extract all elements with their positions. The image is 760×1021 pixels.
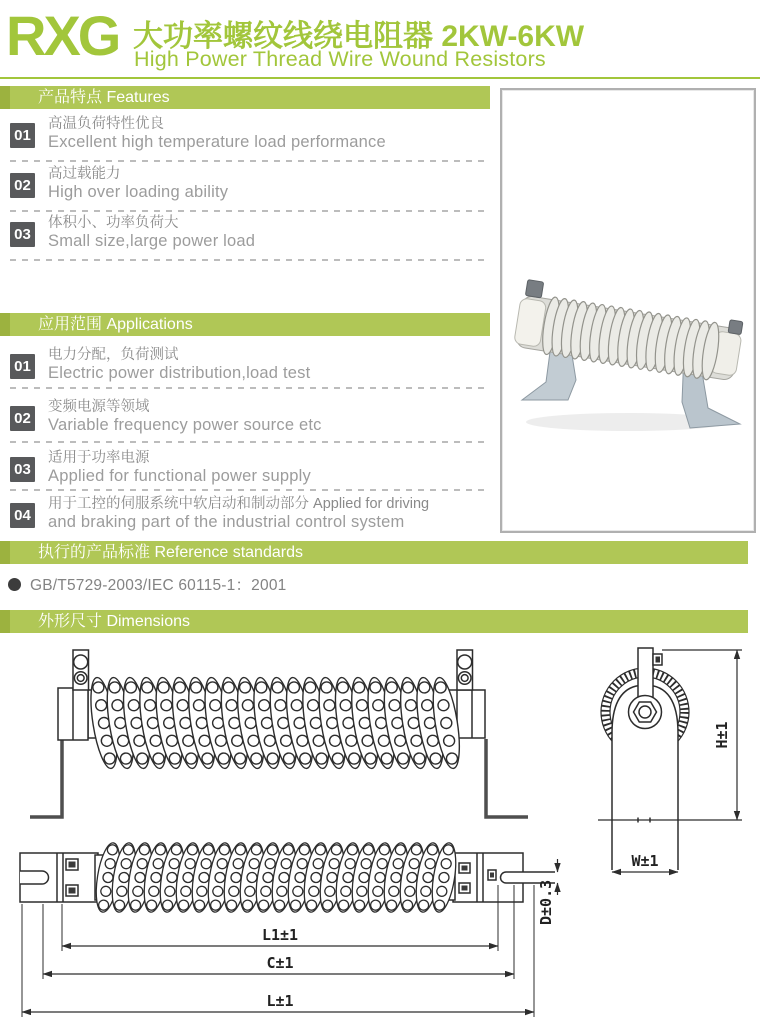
item-number-badge: 02: [10, 406, 35, 431]
feature-text-zh: 体积小、功率负荷大: [48, 215, 179, 231]
section-banner-features: [0, 86, 490, 109]
item-number-badge: 03: [10, 222, 35, 247]
banner-accent-edge: [0, 541, 10, 564]
item-number-badge: 01: [10, 354, 35, 379]
banner-accent-edge: [0, 313, 10, 336]
application-item: [10, 496, 488, 532]
section-title-features: 产品特点 Features: [38, 89, 170, 106]
brand-logo: RXG: [6, 4, 119, 67]
item-number-badge: 04: [10, 503, 35, 528]
page-title-en: High Power Thread Wire Wound Resistors: [134, 47, 546, 71]
section-banner-applications: [0, 313, 490, 336]
application-text-line1: 用于工控的伺服系统中软启动和制动部分 Applied for driving: [48, 496, 430, 512]
item-number-badge: 03: [10, 457, 35, 482]
item-number-badge: 02: [10, 173, 35, 198]
feature-text-en: Excellent high temperature load performance: [48, 133, 386, 151]
dashed-divider: [10, 441, 488, 443]
dimension-label-l1: L1±1: [261, 926, 299, 944]
dashed-divider: [10, 387, 488, 389]
banner-accent-edge: [0, 86, 10, 109]
standards-text: GB/T5729-2003/IEC 60115-1：2001: [30, 577, 287, 594]
application-text-en: Electric power distribution,load test: [48, 364, 311, 382]
dimension-label-w: W±1: [631, 852, 659, 870]
dimension-label-h: H±1: [713, 721, 731, 749]
page-title-zh: 大功率螺纹线绕电阻器 2KW-6KW: [133, 20, 585, 53]
feature-text-zh: 高过载能力: [48, 166, 121, 182]
section-title-standards: 执行的产品标准 Reference standards: [38, 544, 303, 561]
application-text-line2: and braking part of the industrial control system: [48, 513, 405, 531]
dashed-divider: [10, 259, 488, 261]
front-terminal-right: [457, 650, 473, 690]
feature-text-en: Small size,large power load: [48, 232, 256, 250]
section-banner-standards: [0, 541, 748, 564]
feature-item: [10, 166, 488, 202]
bullet-icon: [8, 578, 21, 591]
feature-text-zh: 高温负荷特性优良: [48, 116, 164, 132]
header-rule: [0, 77, 760, 79]
product-photo-frame: [500, 88, 756, 533]
application-item: [10, 450, 488, 486]
front-terminal-left: [73, 650, 89, 690]
section-banner-dimensions: [0, 610, 748, 633]
front-view-drawing: [30, 650, 528, 817]
section-title-applications: 应用范围 Applications: [38, 316, 193, 333]
front-coil: [86, 676, 464, 770]
side-view-drawing: [598, 648, 742, 872]
dimension-label-d: D±0.3: [537, 879, 555, 925]
application-item: [10, 399, 488, 435]
dashed-divider: [10, 210, 488, 212]
application-item: [10, 347, 488, 383]
dashed-divider: [10, 489, 488, 491]
application-text-zh: 变频电源等领域: [48, 399, 150, 415]
standards-row: [8, 573, 286, 595]
section-title-dimensions: 外形尺寸 Dimensions: [38, 613, 191, 630]
plan-coil: [92, 841, 460, 913]
product-photo: [502, 90, 754, 531]
feature-item: [10, 215, 488, 251]
feature-item: [10, 116, 488, 152]
dimension-drawings: [0, 633, 760, 1021]
feature-text-en: High over loading ability: [48, 183, 229, 201]
banner-accent-edge: [0, 610, 10, 633]
dimension-label-c: C±1: [266, 954, 294, 972]
dashed-divider: [10, 160, 488, 162]
application-text-zh: 适用于功率电源: [48, 450, 150, 466]
application-text-en: Applied for functional power supply: [48, 467, 311, 485]
item-number-badge: 01: [10, 123, 35, 148]
application-text-zh: 电力分配，负荷测试: [48, 347, 179, 363]
dimension-label-l: L±1: [266, 992, 294, 1010]
application-text-en: Variable frequency power source etc: [48, 416, 322, 434]
